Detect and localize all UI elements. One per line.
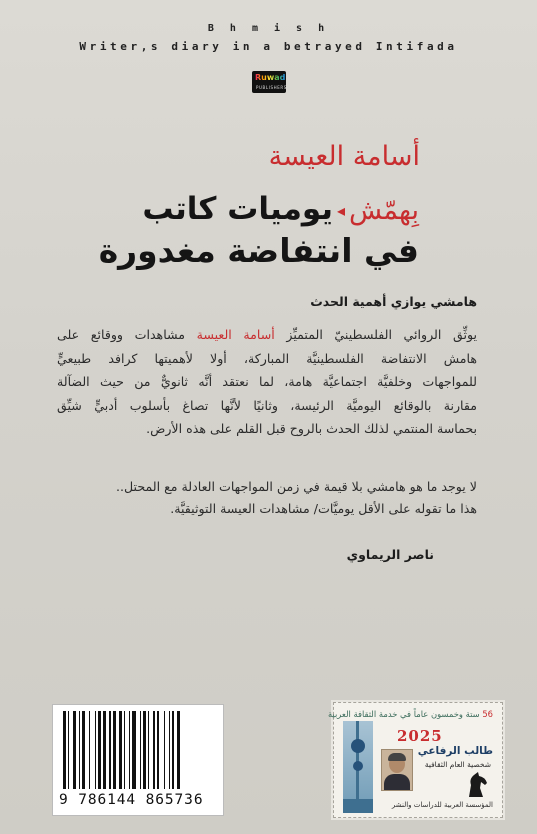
title-bullet-icon: ◂ xyxy=(336,201,345,220)
blurb-line: يوثِّق الروائي الفلسطينيّ المتميِّز أسامة العيسة مشاهدات ووقائع على xyxy=(57,327,478,342)
barcode-bar xyxy=(172,711,175,789)
horse-logo-icon xyxy=(465,771,491,799)
blurb-paragraph-1 xyxy=(57,323,477,441)
barcode-bar xyxy=(79,711,80,789)
barcode-bar xyxy=(124,711,125,789)
blurb-paragraph-2 xyxy=(57,476,477,520)
barcode-bar xyxy=(109,711,110,789)
barcode-bar xyxy=(113,711,117,789)
barcode-bar xyxy=(177,711,181,789)
barcode-bar xyxy=(143,711,146,789)
blurb-line: لا يوجد ما هو هامشي بلا قيمة في زمن المواجهات العادلة مع المحتل.. xyxy=(115,479,477,494)
barcode-bars xyxy=(63,711,215,789)
blurb-heading: هامشي يوازي أهمية الحدث xyxy=(310,294,477,309)
barcode-bar xyxy=(103,711,106,789)
author-name: أسامة العيسة xyxy=(268,141,420,172)
award-stamp xyxy=(327,702,503,818)
barcode-bar xyxy=(89,711,90,789)
barcode-bar xyxy=(129,711,130,789)
book-title-rest: يوميات كاتب xyxy=(142,191,333,227)
blurb-line: للمواجهات وخلفيَّة اجتماعيَّة هامة، لما نعتقد أنَّه ثانويٌّ من حيث الضآلة xyxy=(57,374,477,390)
blurb-line: هذا ما تقوله على الأقل يوميَّات/ مشاهدات العيسة التوثيقيَّة. xyxy=(170,501,477,516)
barcode-bar xyxy=(82,711,85,789)
barcode-bar xyxy=(169,711,170,789)
stamp-publisher: المؤسسة العربية للدراسات والنشر xyxy=(391,801,493,809)
stamp-honoree-name: طالب الرفاعي xyxy=(417,745,493,757)
blurb-line: مقارنة بالوقائع اليوميَّة الرئيسة، وثانيًا لأنَّها تصاغ بأسلوب أدبيٍّ شيِّق xyxy=(57,397,477,413)
isbn-number: 9 786144 865736 xyxy=(59,792,204,808)
barcode-bar xyxy=(157,711,158,789)
book-title-word: بِهمّش xyxy=(349,195,419,226)
book-title-line-1 xyxy=(142,191,419,227)
barcode-bar xyxy=(132,711,136,789)
publisher-logo xyxy=(252,71,286,93)
highlighted-author: أسامة العيسة xyxy=(196,327,275,342)
barcode-bar xyxy=(98,711,101,789)
book-title-line-2: في انتفاضة مغدورة xyxy=(98,231,419,270)
barcode-bar xyxy=(73,711,77,789)
portrait-icon xyxy=(381,749,413,791)
latin-title: B h m i s h xyxy=(207,23,330,34)
barcode xyxy=(52,704,224,816)
barcode-bar xyxy=(119,711,122,789)
publisher-logo-text: Ruwad xyxy=(255,73,286,82)
publisher-logo-subtext: PUBLISHERS xyxy=(256,85,287,90)
stamp-top-line: 56 ستة وخمسون عاماً في خدمة الثقافة العربية xyxy=(327,709,493,719)
kuwait-towers-icon xyxy=(343,721,373,813)
barcode-bar xyxy=(164,711,165,789)
stamp-number: 56 xyxy=(482,709,493,719)
stamp-honoree-role: شخصية العام الثقافية xyxy=(424,760,491,769)
barcode-bar xyxy=(63,711,66,789)
blurb-line: هامش الانتفاضة الفلسطينيَّة المباركة، أولا لأهميتها كرافد طبيعيٍّ xyxy=(57,350,477,366)
latin-subtitle: Writer,s diary in a betrayed Intifada xyxy=(79,40,458,53)
stamp-year: 2025 xyxy=(397,727,443,745)
barcode-bar xyxy=(140,711,141,789)
barcode-bar xyxy=(153,711,156,789)
blurb-signature: ناصر الريماوي xyxy=(346,547,434,562)
barcode-bar xyxy=(68,711,69,789)
barcode-bar xyxy=(95,711,96,789)
blurb-line: بحماسة المنتمي لذلك الحدث بالروح قبل القلم على هذه الأرض. xyxy=(146,421,477,437)
barcode-bar xyxy=(148,711,149,789)
